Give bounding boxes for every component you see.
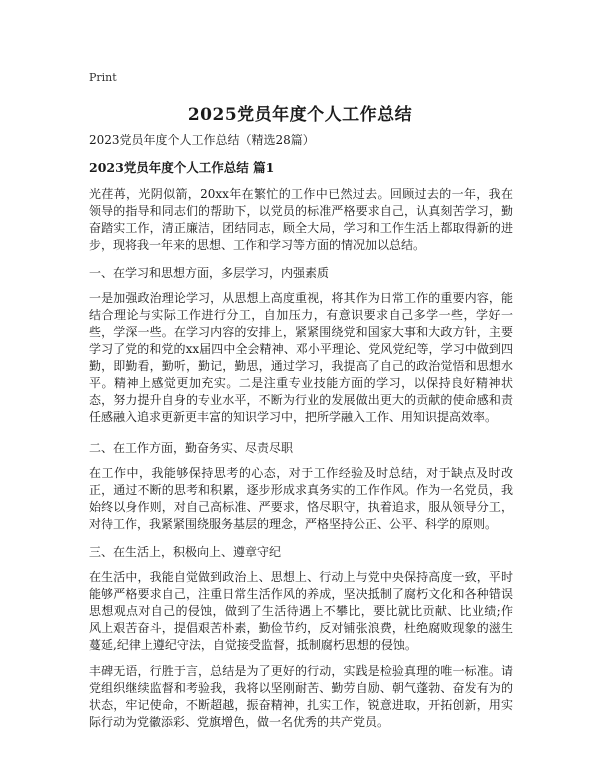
paragraph-study: 一是加强政治理论学习，从思想上高度重视，将其作为日常工作的重要内容，能结合理论与实际工作进行分工，自加压力，有意识要求自己多学一些，学好一些，学深一些。在学习内容的安排上，紧紧围绕党和国家大事和大政方针，主要学习了党的和党的xx届四中全会精神、邓小平理论、党风党纪等，学习中做到四勤，即勤看，勤听，勤记，勤思，通过学习，我提高了自己的政治觉悟和思想水平。精神上感觉更加充实。二是注重专业技能方面的学习，以保持良好精神状态，努力提升自身的专业水平，不断为行业的发展做出更大的贡献的使命感和责任感融入追求更新更丰富的知识学习中，把所学融入工作、用知识提高效率。 — [89, 291, 513, 424]
paragraph-conclusion: 丰碑无语，行胜于言，总结是为了更好的行动，实践是检验真理的唯一标准。请党组织继续监督和考验我，我将以坚刚耐苦、勤劳自励、朝气蓬勃、奋发有为的状态，牢记使命，不断超越，振奋精神，扎实工作，锐意进取，开拓创新，用实际行动为党徽添彩、党旗增色，做一名优秀的共产党员。 — [89, 664, 513, 729]
heading-study: 一、在学习和思想方面，多层学习，内强素质 — [89, 266, 330, 280]
paragraph-intro: 光荏苒，光阴似箭，20xx年在繁忙的工作中已然过去。回顾过去的一年，我在领导的指导和同志们的帮助下，以党员的标准严格要求自己，认真刻苦学习，勤奋踏实工作，清正廉洁，团结同志，顾全大局，学习和工作生活上都取得新的进步，现将我一年来的思想、工作和学习等方面的情况加以总结。 — [89, 187, 513, 252]
document-subtitle: 2023党员年度个人工作总结（精选28篇） — [89, 133, 315, 147]
heading-work: 二、在工作方面，勤奋务实、尽责尽职 — [89, 441, 294, 455]
paragraph-work: 在工作中，我能够保持思考的心态，对于工作经验及时总结，对于缺点及时改正，通过不断的思考和积累，逐步形成求真务实的工作作风。作为一名党员，我始终以身作则，对自己高标准、严要求，恪尽职守，执着追求，服从领导分工，对待工作，我紧紧围绕服务基层的理念，严格坚持公正、公平、科学的原则。 — [89, 466, 513, 531]
print-label: Print — [89, 71, 117, 84]
section-title: 2023党员年度个人工作总结 篇1 — [89, 160, 275, 175]
paragraph-life: 在生活中，我能自觉做到政治上、思想上、行动上与党中央保持高度一致，平时能够严格要求自己，注重日常生活作风的养成，坚决抵制了腐朽文化和各种错误思想观点对自己的侵蚀，做到了生活待遇上不攀比，要比就比贡献、比业绩;作风上艰苦奋斗，提倡艰苦朴素，勤俭节约，反对铺张浪费，杜绝腐败现象的滋生蔓延,纪律上遵纪守法，自觉接受监督，抵制腐朽思想的侵蚀。 — [89, 570, 513, 652]
document-title: 2025党员年度个人工作总结 — [187, 105, 413, 125]
heading-life: 三、在生活上，积极向上、遵章守纪 — [89, 545, 282, 559]
